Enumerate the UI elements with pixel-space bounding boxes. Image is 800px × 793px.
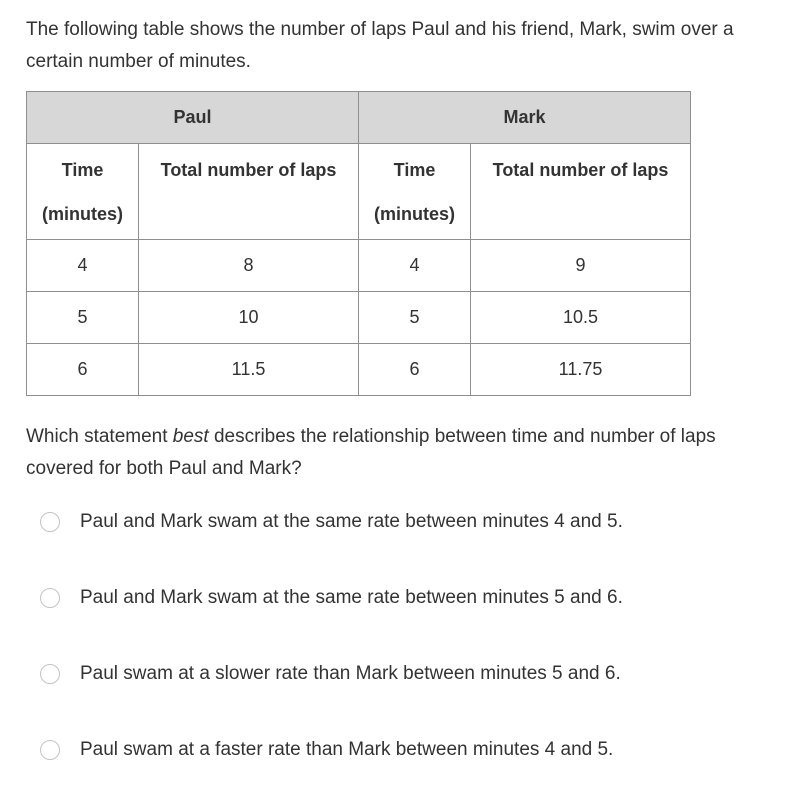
table-row bbox=[27, 240, 691, 292]
answer-option-label[interactable]: Paul and Mark swam at the same rate between minutes 5 and 6. bbox=[80, 587, 623, 608]
answer-option-3[interactable] bbox=[40, 662, 621, 686]
table-cell: 4 bbox=[27, 240, 139, 292]
radio-button-icon[interactable] bbox=[40, 740, 60, 760]
table-cell: 11.75 bbox=[471, 344, 691, 396]
table-row bbox=[27, 292, 691, 344]
table-cell: 6 bbox=[27, 344, 139, 396]
answer-option-label[interactable]: Paul swam at a faster rate than Mark between minutes 4 and 5. bbox=[80, 739, 614, 760]
question-text-before: Which statement bbox=[26, 426, 173, 447]
column-header-line: Time bbox=[61, 159, 104, 180]
table-cell: 5 bbox=[27, 292, 139, 344]
column-header-line: Total number of laps bbox=[492, 159, 669, 180]
question-text-after: describes the relationship between time and number of laps covered for both Paul and Mark? bbox=[26, 426, 716, 479]
radio-button-icon[interactable] bbox=[40, 588, 60, 608]
column-header-paul-laps bbox=[139, 144, 359, 240]
question-emphasis: best bbox=[172, 426, 209, 447]
answer-option-label[interactable]: Paul swam at a slower rate than Mark between minutes 5 and 6. bbox=[80, 663, 621, 684]
column-header-line: Total number of laps bbox=[160, 159, 337, 180]
column-header-mark-time bbox=[359, 144, 471, 240]
table-cell: 5 bbox=[359, 292, 471, 344]
answer-option-2[interactable] bbox=[40, 586, 623, 610]
table-group-header-row bbox=[27, 92, 691, 144]
table-cell: 4 bbox=[359, 240, 471, 292]
radio-button-icon[interactable] bbox=[40, 664, 60, 684]
column-header-line bbox=[139, 192, 358, 236]
table-cell: 10 bbox=[139, 292, 359, 344]
table-row bbox=[27, 344, 691, 396]
question-text bbox=[26, 421, 776, 485]
table-cell: 9 bbox=[471, 240, 691, 292]
column-header-line: (minutes) bbox=[374, 203, 455, 224]
column-header-line bbox=[471, 192, 690, 236]
radio-button-icon[interactable] bbox=[40, 512, 60, 532]
column-header-paul-time bbox=[27, 144, 139, 240]
table-cell: 8 bbox=[139, 240, 359, 292]
table-cell: 6 bbox=[359, 344, 471, 396]
answer-option-1[interactable] bbox=[40, 510, 623, 534]
table-column-header-row bbox=[27, 144, 691, 240]
answer-option-4[interactable] bbox=[40, 738, 613, 762]
column-header-mark-laps bbox=[471, 144, 691, 240]
table-cell: 10.5 bbox=[471, 292, 691, 344]
column-header-line: (minutes) bbox=[42, 203, 123, 224]
answer-option-label[interactable]: Paul and Mark swam at the same rate between minutes 4 and 5. bbox=[80, 511, 623, 532]
column-header-line: Time bbox=[393, 159, 436, 180]
intro-text: The following table shows the number of laps Paul and his friend, Mark, swim over a certain number of minutes. bbox=[26, 19, 734, 72]
laps-table bbox=[26, 91, 691, 396]
table-cell: 11.5 bbox=[139, 344, 359, 396]
group-header-mark: Mark bbox=[359, 92, 691, 144]
group-header-paul: Paul bbox=[27, 92, 359, 144]
